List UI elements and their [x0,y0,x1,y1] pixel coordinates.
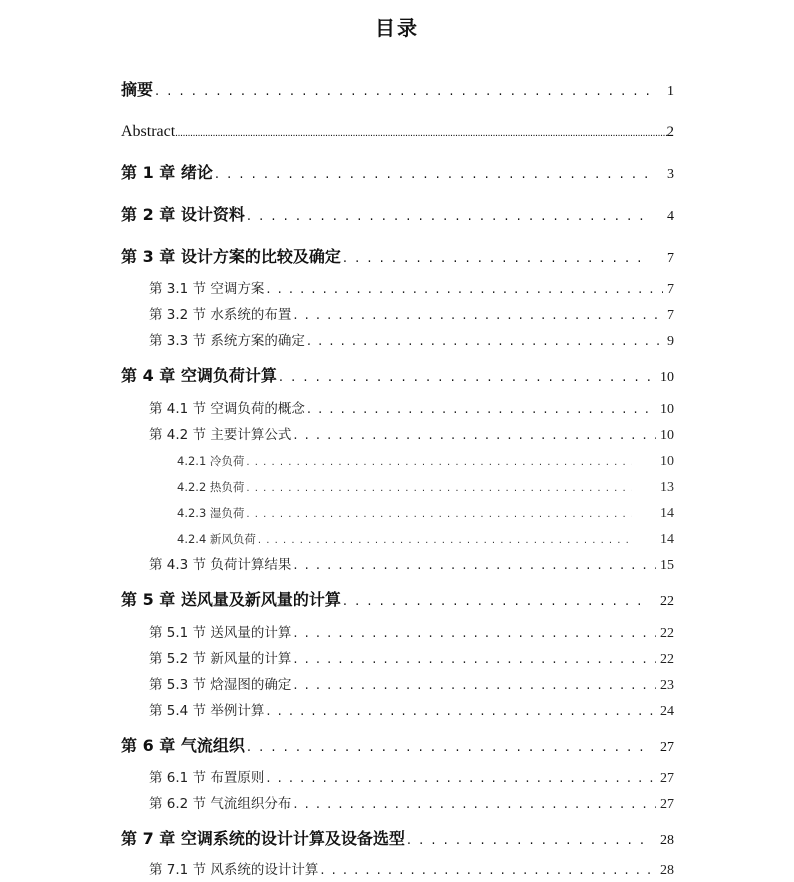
toc-entry-subsection-4-2-1[interactable] [177,449,674,473]
toc-entry-label: 4.2.2 热负荷 [177,480,245,494]
toc-entry-page: 10 [660,428,674,443]
dot-leader [320,859,656,882]
toc-entry-section-5-3[interactable] [149,673,674,697]
toc-entry-page: 4 [667,209,674,224]
toc-entry-chapter-6[interactable] [121,734,674,758]
toc-entry-page: 2 [666,124,674,140]
toc-entry-section-3-3[interactable] [149,329,674,353]
toc-entry-section-5-4[interactable] [149,699,674,723]
toc-entry-label: 第 3.3 节 系统方案的确定 [149,333,305,349]
dot-leader [307,330,663,354]
toc-entry-page: 7 [667,308,674,323]
dot-leader [293,674,656,698]
toc-entry-section-3-1[interactable] [149,277,674,301]
toc-entry-page: 14 [660,506,674,521]
toc-entry-page: 27 [660,771,674,786]
dot-leader [293,304,663,328]
dot-leader [293,648,656,672]
toc-entry-label: Abstract [121,123,176,140]
toc-entry-label: 第 4.3 节 负荷计算结果 [149,557,292,573]
dot-leader [247,736,650,760]
toc-entry-page: 27 [660,797,674,812]
dot-leader [407,829,650,853]
toc-entry-chapter-4[interactable] [121,364,674,388]
toc-entry-section-3-2[interactable] [149,303,674,327]
toc-entry-section-4-1[interactable] [149,397,674,421]
toc-entry-label: 摘要 [121,80,154,99]
toc-entry-page: 22 [660,652,674,667]
toc-entry-chapter-7[interactable] [121,827,674,851]
toc-entry-chapter-2[interactable] [121,203,674,227]
toc-entry-page: 23 [660,678,674,693]
toc-entry-page: 10 [660,402,674,417]
toc-entry-chapter-3[interactable] [121,245,674,269]
dot-leader [279,366,650,390]
toc-entry-page: 7 [667,282,674,297]
dot-leader [343,247,650,271]
toc-entry-abstract-cn[interactable] [121,78,674,102]
toc-entry-label: 第 1 章 绪论 [121,163,213,182]
toc-entry-label: 第 6.2 节 气流组织分布 [149,796,292,812]
dot-leader [175,122,666,146]
dot-leader [293,793,656,817]
toc-entry-page: 22 [660,626,674,641]
toc-entry-label: 第 3 章 设计方案的比较及确定 [121,247,341,266]
dot-leader [293,424,656,448]
toc-entry-page: 3 [667,167,674,182]
toc-entry-label: 第 4.2 节 主要计算公式 [149,427,292,443]
toc-entry-subsection-4-2-4[interactable] [177,527,674,551]
toc-entry-label: 第 2 章 设计资料 [121,205,245,224]
toc-entry-page: 27 [660,740,674,755]
toc-entry-page: 28 [660,863,674,878]
toc-entry-label: 第 5.3 节 焓湿图的确定 [149,677,292,693]
toc-entry-page: 7 [667,251,674,266]
toc-entry-section-5-2[interactable] [149,647,674,671]
toc-entry-page: 24 [660,704,674,719]
dot-leader [343,590,650,614]
toc-entry-label: 第 5.2 节 新风量的计算 [149,651,292,667]
toc-entry-label: 第 4 章 空调负荷计算 [121,366,277,385]
toc-entry-page: 22 [660,594,674,609]
dot-leader [155,80,650,104]
dot-leader [266,278,663,302]
dot-leader [293,622,656,646]
toc-entry-section-4-2[interactable] [149,423,674,447]
toc-entry-section-6-2[interactable] [149,792,674,816]
toc-entry-page: 13 [660,480,674,495]
toc-entry-section-4-3[interactable] [149,553,674,577]
dot-leader [293,554,656,578]
toc-entry-page: 10 [660,370,674,385]
dot-leader [246,477,632,501]
toc-entry-label: 第 7.1 节 风系统的设计计算 [149,862,319,878]
toc-entry-label: 4.2.4 新风负荷 [177,532,256,546]
toc-entry-page: 9 [667,334,674,349]
toc-entry-page: 10 [660,454,674,469]
dot-leader [246,451,632,475]
toc-entry-subsection-4-2-2[interactable] [177,475,674,499]
toc-entry-section-7-1[interactable] [149,858,674,882]
toc-entry-abstract-en[interactable] [121,120,674,144]
toc-entry-label: 4.2.3 湿负荷 [177,506,245,520]
toc-entry-chapter-1[interactable] [121,161,674,185]
toc-entry-subsection-4-2-3[interactable] [177,501,674,525]
dot-leader [266,700,656,724]
toc-entry-label: 4.2.1 冷负荷 [177,454,245,468]
toc-entry-page: 15 [660,558,674,573]
toc-entry-page: 28 [660,833,674,848]
toc-entry-label: 第 6 章 气流组织 [121,736,245,755]
toc-entry-section-6-1[interactable] [149,766,674,790]
toc-entry-label: 第 3.1 节 空调方案 [149,281,265,297]
dot-leader [247,205,650,229]
toc-entry-label: 第 6.1 节 布置原则 [149,770,265,786]
toc-entry-label: 第 4.1 节 空调负荷的概念 [149,401,305,417]
toc-entry-page: 1 [667,84,674,99]
toc-entry-label: 第 5.4 节 举例计算 [149,703,265,719]
dot-leader [258,529,632,553]
dot-leader [246,503,632,527]
toc-entry-label: 第 7 章 空调系统的设计计算及设备选型 [121,829,405,848]
toc-title: 目录 [375,16,419,40]
toc-entry-page: 14 [660,532,674,547]
toc-entry-chapter-5[interactable] [121,588,674,612]
toc-entry-label: 第 5 章 送风量及新风量的计算 [121,590,341,609]
dot-leader [266,767,656,791]
toc-entry-section-5-1[interactable] [149,621,674,645]
toc-entry-label: 第 5.1 节 送风量的计算 [149,625,292,641]
dot-leader [215,163,650,187]
toc-entry-label: 第 3.2 节 水系统的布置 [149,307,292,323]
dot-leader [307,398,656,422]
